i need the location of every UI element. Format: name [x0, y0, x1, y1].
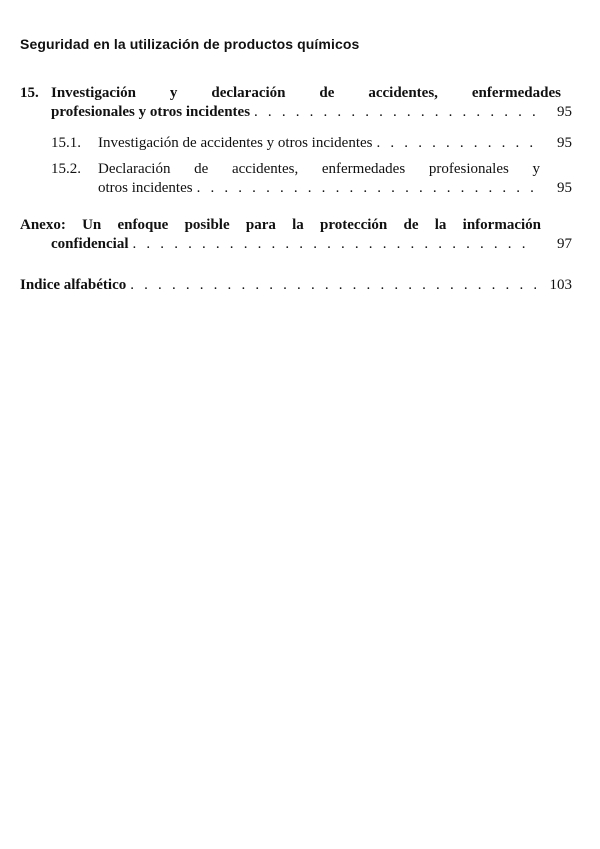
page-number: 97 — [557, 236, 572, 252]
page-number: 95 — [557, 104, 572, 120]
toc-entry-annex — [20, 216, 572, 254]
section-number: 15.1. — [51, 135, 81, 151]
toc-entry-chapter-15 — [20, 84, 572, 122]
chapter-title-line-2 — [51, 103, 572, 122]
page-number: 95 — [557, 135, 572, 151]
toc-entry-index — [20, 276, 572, 295]
index-title-line — [20, 276, 572, 295]
annex-title-line-2 — [51, 235, 572, 254]
section-title-line-1: Declaración de accidentes, enfermedades profesionales y — [98, 161, 540, 177]
toc-entry-section-15-2 — [51, 160, 572, 198]
dot-leader — [193, 179, 536, 198]
toc-entry-section-15-1 — [51, 134, 572, 153]
running-header: Seguridad en la utilización de productos químicos — [20, 36, 360, 52]
chapter-number: 15. — [20, 85, 39, 101]
page-number: 95 — [557, 180, 572, 196]
dot-leader — [250, 103, 536, 122]
chapter-title-line-1: Investigación y declaración de accidentes, enfermedades — [51, 85, 561, 101]
dot-leader — [129, 235, 537, 254]
annex-title-line-2-text: confidencial — [51, 236, 129, 252]
chapter-title-line-2-text: profesionales y otros incidentes — [51, 104, 251, 120]
section-title-line-2 — [98, 179, 572, 198]
page-number: 103 — [549, 277, 572, 293]
annex-title-line-1: Anexo: Un enfoque posible para la protección de la información — [20, 217, 541, 233]
dot-leader — [373, 134, 537, 153]
section-number: 15.2. — [51, 161, 81, 177]
section-title-text: Investigación de accidentes y otros incidentes — [98, 135, 373, 151]
section-title-line-2-text: otros incidentes — [98, 180, 193, 196]
index-title-text: Indice alfabético — [20, 277, 127, 293]
section-title-line-1 — [98, 134, 572, 153]
dot-leader — [126, 276, 536, 295]
